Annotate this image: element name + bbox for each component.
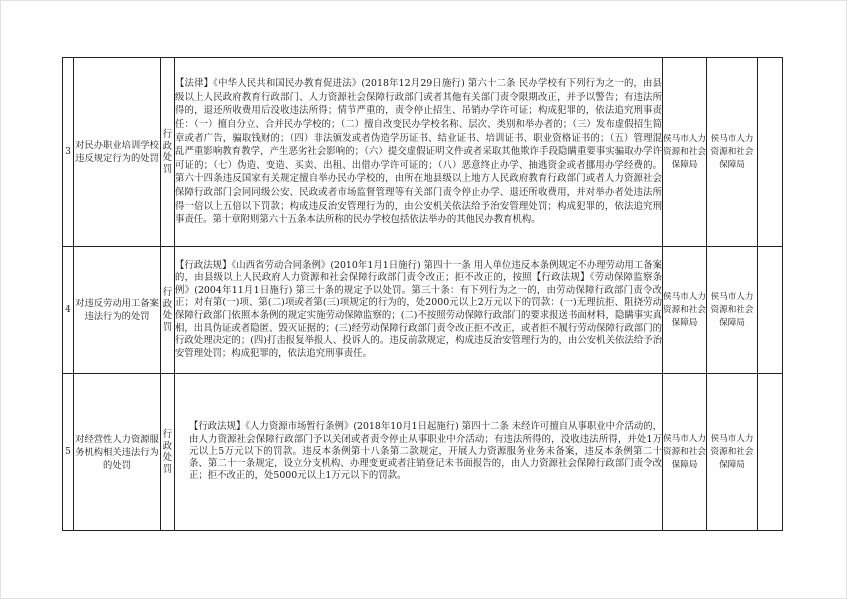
table-row [63,374,783,531]
item-name-cell: 对经营性人力资源服务机构相关违法行为的处罚 [74,374,161,531]
empty-cell [758,247,783,374]
row-index-cell: 3 [63,58,74,247]
responsible-department-cell: 侯马市人力资源和社会保障局 [707,374,758,531]
empty-cell [758,374,783,531]
penalty-type-cell: 行政处罚 [161,58,175,247]
item-name-cell: 对民办职业培训学校违反规定行为的处罚 [74,58,161,247]
department-cell: 侯马市人力资源和社会保障局 [663,374,707,531]
department-cell: 侯马市人力资源和社会保障局 [663,58,707,247]
row-index-cell: 5 [63,374,74,531]
responsible-department-cell: 侯马市人力资源和社会保障局 [707,58,758,247]
penalty-list-table [62,57,783,531]
row-index-cell: 4 [63,247,74,374]
penalty-type-cell: 行政处罚 [161,247,175,374]
empty-cell [758,58,783,247]
penalty-type-cell: 行政处罚 [161,374,175,531]
department-cell: 侯马市人力资源和社会保障局 [663,247,707,374]
item-name-cell: 对违反劳动用工备案违法行为的处罚 [74,247,161,374]
legal-basis-cell: 【法律】《中华人民共和国民办教育促进法》(2018年12月29日施行) 第六十二条 民办学校有下列行为之一的，由县级以上人民政府教育行政部门、人力资源社会保障行政部门或者其他有关部门责令限期改正，并予以警告；有违法所得的，退还所收费用后没收违法所得；情节严重的，责令停止招生、吊销办学许可证；构成犯罪的，依法追究刑事责任：（一）擅自分立、合并民办学校的；（二）擅自改变民办学校名称、层次、类别和举办者的；（三）发布虚假招生简章或者广告，骗取钱财的；（四）非法颁发或者伪造学历证书、结业证书、培训证书、职业资格证书的；（五）管理混乱严重影响教育教学，产生恶劣社会影响的；（六）提交虚假证明文件或者采取其他欺诈手段隐瞒重要事实骗取办学许可证的；（七）伪造、变造、买卖、出租、出借办学许可证的；（八）恶意终止办学、抽逃资金或者挪用办学经费的。第六十四条违反国家有关规定擅自举办民办学校的，由所在地县级以上地方人民政府教育行政部门或者人力资源社会保障行政部门会同同级公安、民政或者市场监督管理等有关部门责令停止办学、退还所收费用，并对举办者处违法所得一倍以上五倍以下罚款；构成违反治安管理行为的，由公安机关依法给予治安管理处罚；构成犯罪的，依法追究刑事责任。第十章附则第六十五条本法所称的民办学校包括依法举办的其他民办教育机构。 [175,58,663,247]
legal-basis-cell: 【行政法规】《山西省劳动合同条例》(2010年1月1日施行) 第四十一条 用人单位违反本条例规定不办理劳动用工备案的，由县级以上人民政府人力资源和社会保障行政部门责令改正；拒不改正的，按照【行政法规】《劳动保障监察条例》(2004年11月1日施行) 第三十条的规定予以处罚。第三十条：有下列行为之一的，由劳动保障行政部门责令改正；对有第(一)项、第(二)项或者第(三)项规定的行为的，处2000元以上2万元以下的罚款：(一)无理抗拒、阻挠劳动保障行政部门依照本条例的规定实施劳动保障监察的；(二)不按照劳动保障行政部门的要求报送书面材料，隐瞒事实真相，出具伪证或者隐匿、毁灭证据的；(三)经劳动保障行政部门责令改正拒不改正，或者拒不履行劳动保障行政部门的行政处理决定的；(四)打击报复举报人、投诉人的。违反前款规定，构成违反治安管理行为的，由公安机关依法给予治安管理处罚；构成犯罪的，依法追究刑事责任。 [175,247,663,374]
legal-basis-cell: 【行政法规】《人力资源市场暂行条例》(2018年10月1日起施行) 第四十二条 未经许可擅自从事职业中介活动的，由人力资源社会保障行政部门予以关闭或者责令停止从事职业中介活动；有违法所得的，没收违法所得，并处1万元以上5万元以下的罚款。违反本条例第十八条第二款规定，开展人力资源服务业务未备案，违反本条例第二十条、第二十一条规定，设立分支机构、办理变更或者注销登记未书面报告的，由人力资源社会保障行政部门责令改正；拒不改正的，处5000元以上1万元以下的罚款。 [175,374,663,531]
responsible-department-cell: 侯马市人力资源和社会保障局 [707,247,758,374]
table-row [63,58,783,247]
table-row [63,247,783,374]
